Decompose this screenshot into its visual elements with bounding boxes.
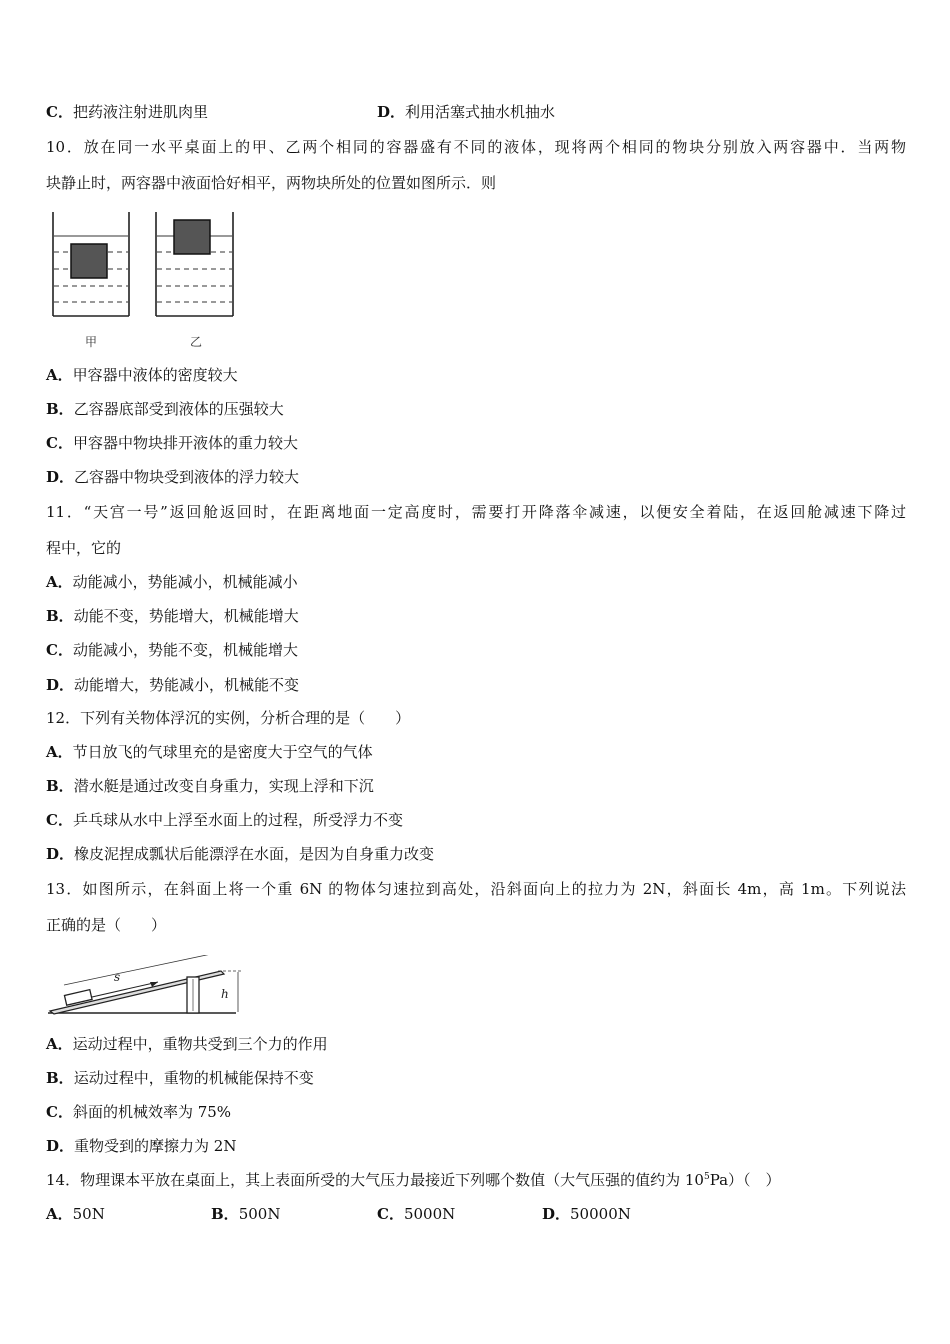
q14-option-d bbox=[542, 1204, 631, 1224]
option-letter: D． bbox=[377, 103, 406, 121]
option-text: 潜水艇是通过改变自身重力，实现上浮和下沉 bbox=[73, 777, 374, 795]
q10-containers-figure bbox=[46, 208, 246, 353]
option-letter: D． bbox=[46, 845, 75, 863]
q13-incline-figure bbox=[46, 955, 246, 1025]
q10-option-b bbox=[46, 399, 284, 419]
q11-option-a bbox=[46, 572, 298, 592]
option-text: 乒乓球从水中上浮至水面上的过程，所受浮力不变 bbox=[72, 811, 403, 829]
option-letter: A． bbox=[46, 743, 73, 761]
block-jia bbox=[71, 244, 107, 278]
q12-option-a bbox=[46, 742, 373, 762]
label-s: s bbox=[114, 970, 121, 984]
option-letter: A． bbox=[46, 573, 73, 591]
q11-option-b bbox=[46, 606, 299, 626]
option-text: 动能增大，势能减小，机械能不变 bbox=[74, 676, 300, 694]
option-letter: A． bbox=[46, 366, 73, 384]
q13-stem-line1: 13．如图所示，在斜面上将一个重 6N 的物体匀速拉到高处，沿斜面向上的拉力为 2N，斜面长 4m，高 1m。下列说法 bbox=[46, 880, 906, 898]
option-text: 把药液注射进肌肉里 bbox=[72, 103, 208, 121]
q14-option-b bbox=[211, 1204, 280, 1224]
option-text: 运动过程中，重物的机械能保持不变 bbox=[73, 1069, 314, 1087]
q14-option-a bbox=[46, 1204, 105, 1224]
q9-option-d bbox=[377, 102, 555, 122]
option-letter: C． bbox=[46, 1103, 73, 1121]
q10-option-c bbox=[46, 433, 298, 453]
option-text: 运动过程中，重物共受到三个力的作用 bbox=[72, 1035, 328, 1053]
label-h: h bbox=[221, 987, 229, 1001]
option-letter: C． bbox=[46, 641, 73, 659]
q13-option-c bbox=[46, 1102, 231, 1122]
option-text: 橡皮泥捏成瓢状后能漂浮在水面，是因为自身重力改变 bbox=[74, 845, 435, 863]
option-text: 甲容器中物块排开液体的重力较大 bbox=[72, 434, 298, 452]
q10-option-d bbox=[46, 467, 299, 487]
q9-option-c bbox=[46, 102, 208, 122]
option-letter: A． bbox=[46, 1205, 73, 1223]
q13-option-a bbox=[46, 1034, 328, 1054]
q12-option-c bbox=[46, 810, 403, 830]
container-jia bbox=[53, 212, 129, 316]
q14-stem bbox=[46, 1170, 781, 1190]
option-text: 利用活塞式抽水机抽水 bbox=[405, 103, 556, 121]
option-text: 节日放飞的气球里充的是密度大于空气的气体 bbox=[72, 743, 373, 761]
option-text: 重物受到的摩擦力为 2N bbox=[74, 1137, 237, 1155]
q14-stem-before: 14．物理课本平放在桌面上，其上表面所受的大气压力最接近下列哪个数值（大气压强的值约为 10 bbox=[46, 1171, 704, 1189]
option-letter: B． bbox=[46, 607, 74, 625]
q12-stem: 12．下列有关物体浮沉的实例，分析合理的是（ ） bbox=[46, 709, 411, 727]
option-text: 斜面的机械效率为 75% bbox=[72, 1103, 232, 1121]
q13-option-b bbox=[46, 1068, 314, 1088]
q14-stem-after: Pa）（ ） bbox=[709, 1171, 781, 1189]
option-letter: C． bbox=[377, 1205, 404, 1223]
q14-option-c bbox=[377, 1204, 455, 1224]
q10-option-a bbox=[46, 365, 238, 385]
option-text: 乙容器中物块受到液体的浮力较大 bbox=[74, 468, 300, 486]
q14-exponent: 5 bbox=[703, 1172, 710, 1182]
option-text: 5000N bbox=[403, 1205, 456, 1223]
label-jia: 甲 bbox=[84, 335, 98, 349]
label-yi: 乙 bbox=[189, 335, 203, 349]
option-letter: B． bbox=[46, 777, 74, 795]
option-text: 乙容器底部受到液体的压强较大 bbox=[73, 400, 284, 418]
option-letter: B． bbox=[46, 1069, 74, 1087]
q13-option-d bbox=[46, 1136, 236, 1156]
option-text: 50000N bbox=[570, 1205, 631, 1223]
q11-stem-line1: 11．“天宫一号”返回舱返回时，在距离地面一定高度时，需要打开降落伞减速，以便安全着陆，在返回舱减速下降过 bbox=[46, 503, 906, 521]
block-yi bbox=[174, 220, 210, 254]
option-text: 动能减小，势能不变，机械能增大 bbox=[72, 641, 298, 659]
option-letter: D． bbox=[46, 676, 75, 694]
q12-option-b bbox=[46, 776, 374, 796]
option-letter: B． bbox=[211, 1205, 239, 1223]
option-letter: D． bbox=[46, 468, 75, 486]
q13-stem-line2: 正确的是（ ） bbox=[46, 916, 167, 934]
option-letter: B． bbox=[46, 400, 74, 418]
option-letter: D． bbox=[46, 1137, 75, 1155]
q11-option-c bbox=[46, 640, 298, 660]
option-text: 500N bbox=[238, 1205, 281, 1223]
option-letter: D． bbox=[542, 1205, 571, 1223]
option-text: 动能减小，势能减小，机械能减小 bbox=[72, 573, 298, 591]
q11-option-d bbox=[46, 675, 299, 695]
option-letter: C． bbox=[46, 103, 73, 121]
q10-stem-line2: 块静止时，两容器中液面恰好相平，两物块所处的位置如图所示．则 bbox=[46, 174, 497, 192]
q11-stem-line2: 程中，它的 bbox=[46, 539, 122, 557]
container-yi bbox=[156, 212, 233, 316]
q12-option-d bbox=[46, 844, 434, 864]
option-text: 50N bbox=[72, 1205, 105, 1223]
q10-stem-line1: 10．放在同一水平桌面上的甲、乙两个相同的容器盛有不同的液体，现将两个相同的物块分别放入两容器中．当两物 bbox=[46, 138, 906, 156]
option-letter: A． bbox=[46, 1035, 73, 1053]
option-text: 动能不变，势能增大，机械能增大 bbox=[73, 607, 299, 625]
option-letter: C． bbox=[46, 811, 73, 829]
option-letter: C． bbox=[46, 434, 73, 452]
option-text: 甲容器中液体的密度较大 bbox=[72, 366, 238, 384]
